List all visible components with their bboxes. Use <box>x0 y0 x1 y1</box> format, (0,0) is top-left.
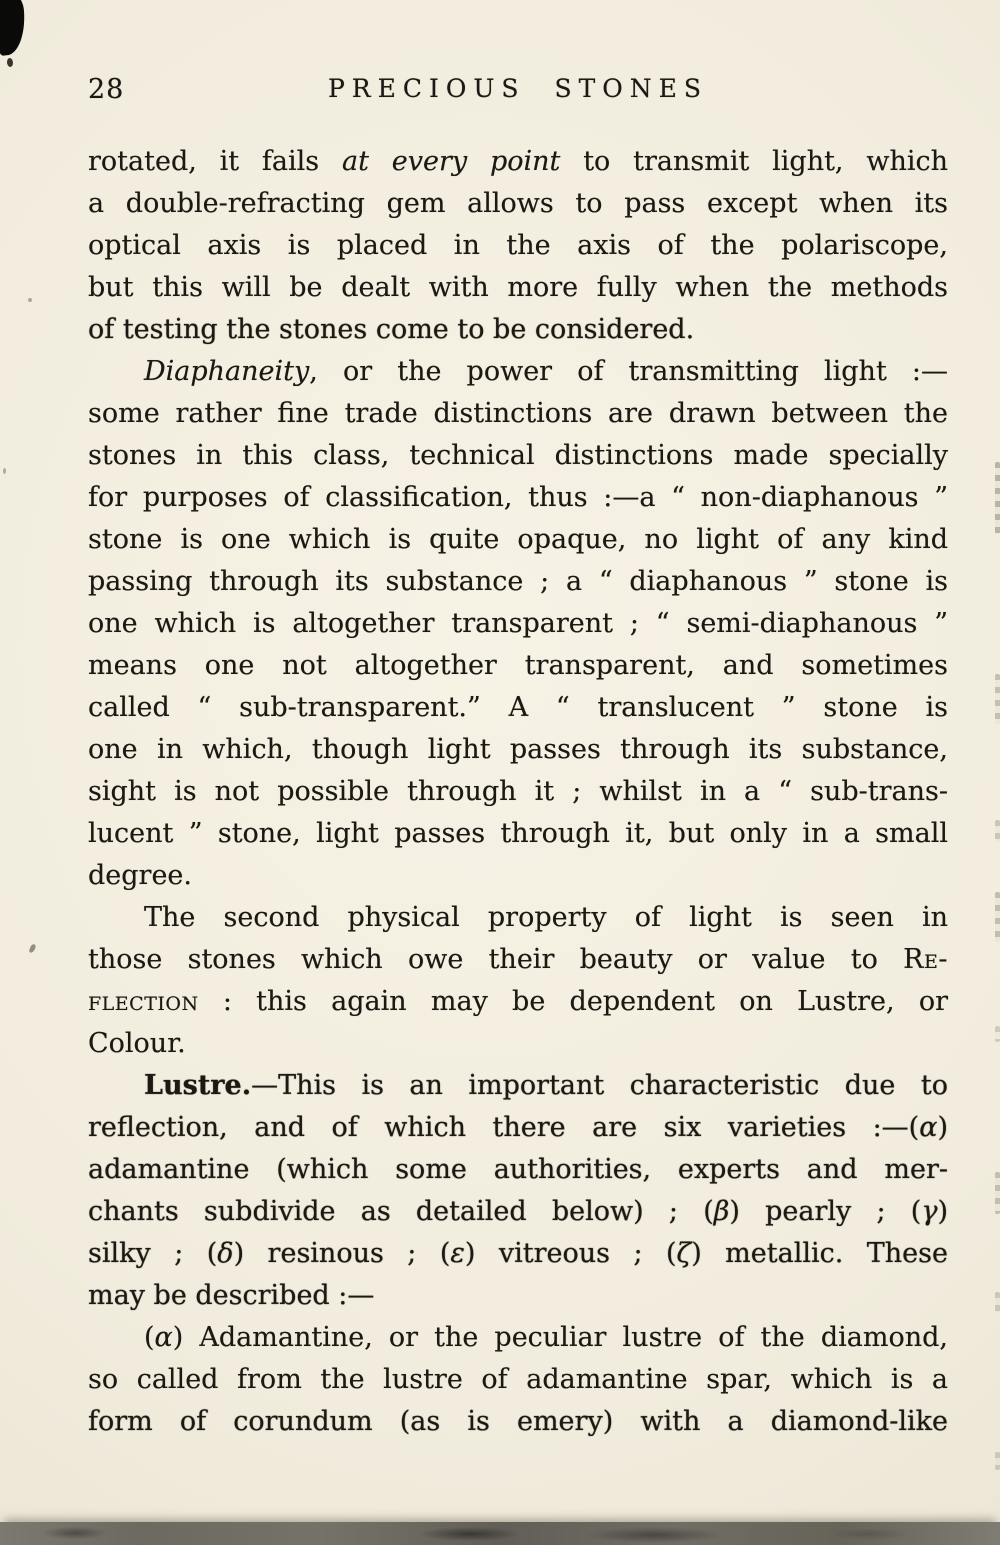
text-line <box>88 813 948 855</box>
text-line <box>88 687 948 729</box>
text-run: those stones which owe their beauty or value to <box>88 944 904 975</box>
text-line <box>88 1065 948 1107</box>
bleed-mark <box>995 674 1000 724</box>
text-run: ( <box>144 1322 155 1353</box>
text-run: flection <box>88 986 199 1017</box>
text-run: to transmit light, which <box>560 146 948 177</box>
bleed-mark <box>995 462 1000 534</box>
text-line <box>88 645 948 687</box>
text-line <box>88 351 948 393</box>
text-run: means one not altogether transparent, and sometimes <box>88 650 948 681</box>
text-line <box>88 393 948 435</box>
text-run: α <box>154 1322 173 1353</box>
page-header <box>88 74 948 110</box>
text-line <box>88 183 948 225</box>
text-run: ) <box>937 1112 948 1143</box>
text-run: ) vitreous ; ( <box>464 1238 677 1269</box>
text-run: rotated, it fails <box>88 146 342 177</box>
text-run: so called from the lustre of adamantine spar, which is a <box>88 1364 948 1395</box>
text-run: of testing the stones come to be considered. <box>88 314 695 345</box>
text-line <box>88 1401 948 1443</box>
text-run: ) pearly ; ( <box>729 1196 922 1227</box>
text-line <box>88 1275 948 1317</box>
scan-ink-blob <box>0 0 28 56</box>
text-run: optical axis is placed in the axis of the polariscope, <box>88 230 948 261</box>
speck <box>3 468 6 474</box>
bleed-mark <box>995 1292 1000 1312</box>
text-line <box>88 225 948 267</box>
text-run: stones in this class, technical distinctions made specially <box>88 440 948 471</box>
text-line <box>88 309 948 351</box>
bleed-mark <box>995 892 1000 942</box>
text-run: adamantine (which some authorities, experts and mer- <box>88 1154 948 1185</box>
text-run: α <box>919 1112 938 1143</box>
bleed-mark <box>995 820 1000 842</box>
text-run: ) <box>937 1196 948 1227</box>
text-run: Re- <box>903 944 948 975</box>
text-run: one in which, though light passes through its substance, <box>88 734 948 765</box>
text-run: called “ sub-transparent.” A “ translucent ” stone is <box>88 692 948 723</box>
text-run: a double-refracting gem allows to pass except when its <box>88 188 948 219</box>
text-line <box>88 939 948 981</box>
scan-ink-dot <box>7 58 13 67</box>
bleed-mark <box>995 1172 1000 1214</box>
text-line <box>88 897 948 939</box>
text-run: δ <box>217 1238 234 1269</box>
text-run: form of corundum (as is emery) with a diamond-like <box>88 1406 948 1437</box>
text-line <box>88 603 948 645</box>
scan-edge-band <box>0 1522 1000 1545</box>
text-run: one which is altogether transparent ; “ semi-diaphanous ” <box>88 608 948 639</box>
bleed-mark <box>995 1452 1000 1470</box>
text-line <box>88 519 948 561</box>
text-line <box>88 1359 948 1401</box>
text-run: passing through its substance ; a “ diaphanous ” stone is <box>88 566 948 597</box>
text-line <box>88 729 948 771</box>
text-run: , or the power of transmitting light :— <box>309 356 948 387</box>
text-run: —This is an important characteristic due to <box>251 1070 948 1101</box>
text-run: The second physical property of light is seen in <box>144 902 948 933</box>
text-line <box>88 771 948 813</box>
text-run: may be described :— <box>88 1280 375 1311</box>
text-line <box>88 981 948 1023</box>
text-run: Diaphaneity <box>144 356 310 387</box>
text-run: ) metallic. These <box>691 1238 948 1269</box>
bleed-mark <box>995 1026 1000 1042</box>
text-line <box>88 1107 948 1149</box>
text-run: but this will be dealt with more fully when the methods <box>88 272 948 303</box>
text-line <box>88 561 948 603</box>
page-number: 28 <box>88 74 125 105</box>
text-run: ε <box>450 1238 465 1269</box>
running-title: PRECIOUS STONES <box>327 74 709 103</box>
text-run: at every point <box>341 146 561 177</box>
text-line <box>88 1149 948 1191</box>
text-line <box>88 1317 948 1359</box>
text-line <box>88 477 948 519</box>
text-run: for purposes of classification, thus :—a “ non-diaphanous ” <box>88 482 948 513</box>
text-run: : this again may be dependent on Lustre, or <box>198 986 948 1017</box>
text-line <box>88 141 948 183</box>
text-line <box>88 1023 948 1065</box>
text-line <box>88 1233 948 1275</box>
text-run: reflection, and of which there are six varieties :—( <box>88 1112 920 1143</box>
text-run: stone is one which is quite opaque, no light of any kind <box>88 524 948 555</box>
speck <box>28 298 32 302</box>
text-run: lucent ” stone, light passes through it, but only in a small <box>88 818 948 849</box>
text-run: Colour. <box>88 1028 186 1059</box>
text-run: some rather fine trade distinctions are drawn between the <box>88 398 948 429</box>
text-line <box>88 855 948 897</box>
text-line <box>88 1191 948 1233</box>
speck <box>29 943 37 953</box>
text-run: Lustre. <box>144 1070 252 1101</box>
text-run: degree. <box>88 860 192 891</box>
text-run: ζ <box>676 1238 692 1269</box>
text-run: silky ; ( <box>88 1238 218 1269</box>
text-run: γ <box>921 1196 938 1227</box>
text-line <box>88 435 948 477</box>
page-text <box>88 141 948 1443</box>
text-run: chants subdivide as detailed below) ; ( <box>88 1196 714 1227</box>
text-run: sight is not possible through it ; whilst in a “ sub-trans- <box>88 776 948 807</box>
text-run: ) resinous ; ( <box>233 1238 451 1269</box>
text-run: ) Adamantine, or the peculiar lustre of the diamond, <box>172 1322 948 1353</box>
text-run: β <box>713 1196 730 1227</box>
text-line <box>88 267 948 309</box>
